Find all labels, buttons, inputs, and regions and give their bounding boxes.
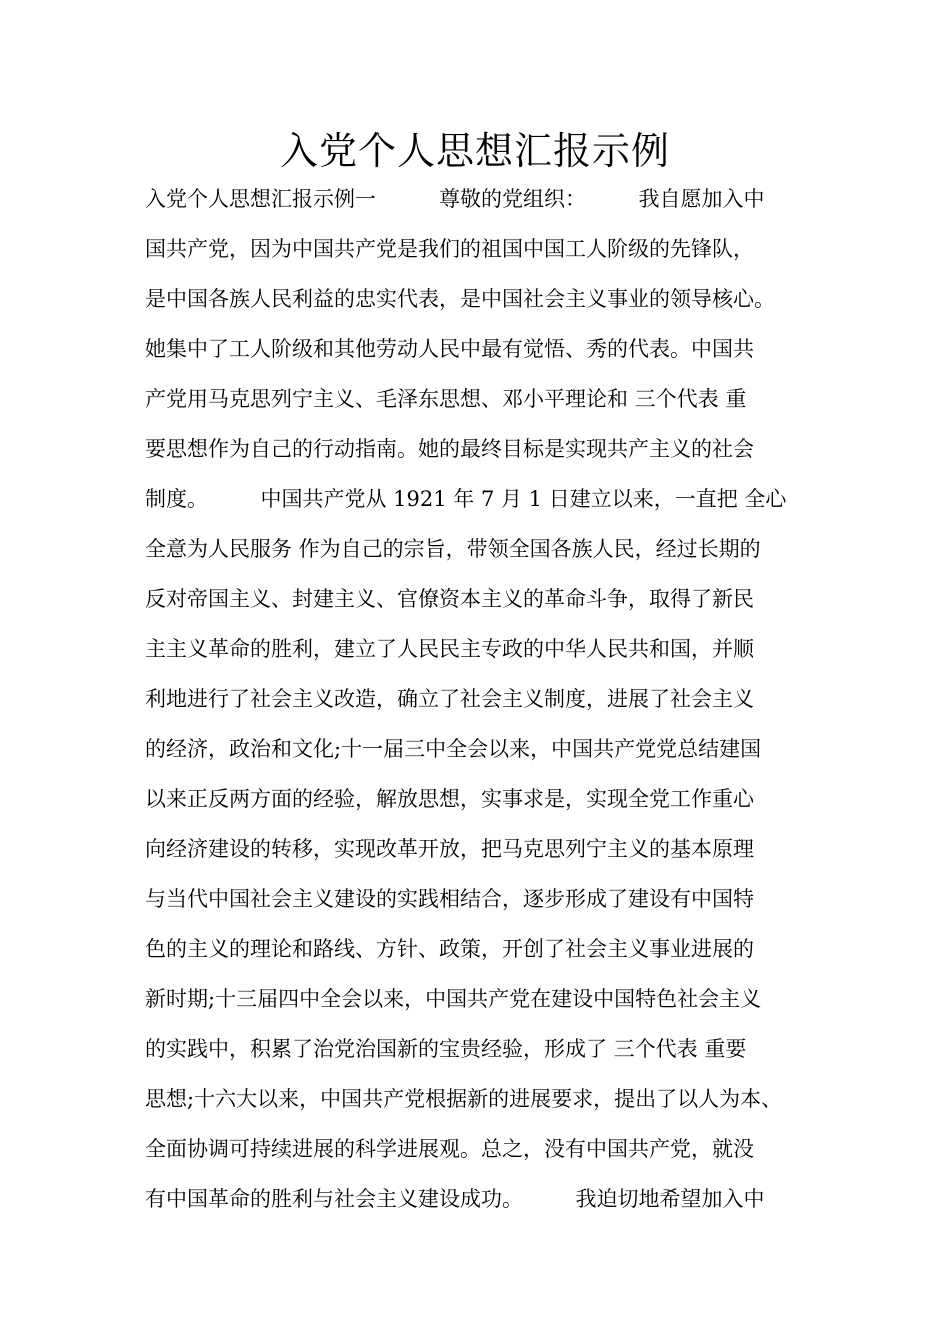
body-text-line: 新时期;十三届四中全会以来，中国共产党在建设中国特色社会主义 <box>145 987 762 1011</box>
body-text-line: 全意为人民服务 作为自己的宗旨，带领全国各族人民，经过长期的 <box>145 537 761 561</box>
body-text-line: 入党个人思想汇报示例一 尊敬的党组织： 我自愿加入中 <box>145 187 765 211</box>
body-text-line: 思想;十六大以来，中国共产党根据新的进展要求，提出了以人为本、 <box>145 1087 783 1111</box>
document-title: 入党个人思想汇报示例 <box>279 129 670 173</box>
body-text-line: 国共产党，因为中国共产党是我们的祖国中国工人阶级的先锋队， <box>145 237 754 261</box>
body-text-line: 色的主义的理论和路线、方针、政策，开创了社会主义事业进展的 <box>145 937 754 961</box>
body-text-line: 与当代中国社会主义建设的实践相结合，逐步形成了建设有中国特 <box>145 887 754 911</box>
body-text-line: 以来正反两方面的经验，解放思想，实事求是，实现全党工作重心 <box>145 787 754 811</box>
body-text-line: 是中国各族人民利益的忠实代表，是中国社会主义事业的领导核心。 <box>145 287 775 311</box>
body-text-line: 她集中了工人阶级和其他劳动人民中最有觉悟、秀的代表。中国共 <box>145 337 754 361</box>
body-text-line: 制度。 中国共产党从 1921 年 7 月 1 日建立以来，一直把 全心 <box>145 487 787 511</box>
body-text-line: 向经济建设的转移，实现改革开放，把马克思列宁主义的基本原理 <box>145 837 754 861</box>
body-text-line: 的经济，政治和文化;十一届三中全会以来，中国共产党党总结建国 <box>145 737 762 761</box>
body-text-line: 要思想作为自己的行动指南。她的最终目标是实现共产主义的社会 <box>145 437 754 461</box>
body-text-line: 主主义革命的胜利，建立了人民民主专政的中华人民共和国，并顺 <box>145 637 754 661</box>
body-text-line: 反对帝国主义、封建主义、官僚资本主义的革命斗争，取得了新民 <box>145 587 754 611</box>
body-text-line: 产党用马克思列宁主义、毛泽东思想、邓小平理论和 三个代表 重 <box>145 387 747 411</box>
body-text-line: 的实践中，积累了治党治国新的宝贵经验，形成了 三个代表 重要 <box>145 1037 747 1061</box>
body-text-line: 利地进行了社会主义改造，确立了社会主义制度，进展了社会主义 <box>145 687 754 711</box>
body-text-line: 有中国革命的胜利与社会主义建设成功。 我迫切地希望加入中 <box>145 1187 765 1211</box>
body-text-line: 全面协调可持续进展的科学进展观。总之，没有中国共产党，就没 <box>145 1137 754 1161</box>
